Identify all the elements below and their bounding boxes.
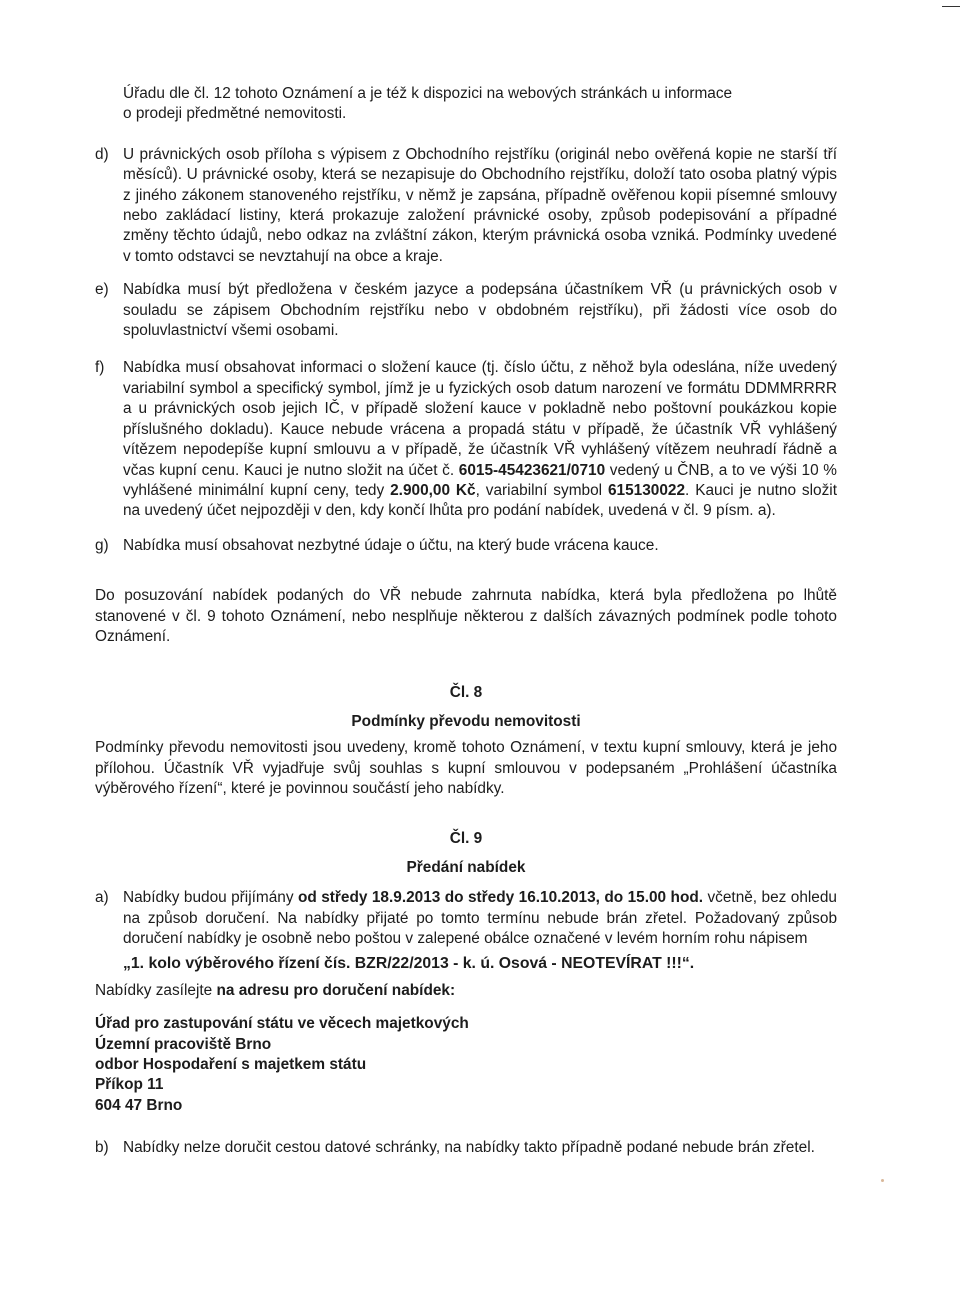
list-item-e	[95, 280, 837, 341]
submission-text-2: včetně, bez ohledu na způsob doručení. Na nabídky přijaté po tomto termínu nebude brán zřetel. Požadovaný způsob doručení nabídky je osobně nebo poštou v zalepené obálce označené v levém horním rohu nápisem	[123, 889, 837, 947]
list-item-d	[95, 145, 837, 267]
list-item-text: Nabídka musí obsahovat nezbytné údaje o účtu, na který bude vrácena kauce.	[123, 536, 659, 554]
kauce-text-2: vedený u ČNB, a to ve výši 10 % vyhlášené minimální kupní ceny, tedy	[123, 461, 837, 499]
document-page	[95, 84, 837, 1159]
article-8-text: Podmínky převodu nemovitosti jsou uvedeny, kromě tohoto Oznámení, v textu kupní smlouvy, která je jeho přílohou. Účastník VŘ vyjadřuje svůj souhlas s kupní smlouvou v podepsaném „Prohlášení účastníka výběrového řízení“, které je povinnou součástí jeho nabídky.	[95, 739, 837, 797]
send-to-prefix: Nabídky zasílejte	[95, 981, 217, 999]
variable-symbol: 615130022	[607, 481, 686, 499]
list-item-text	[123, 359, 837, 519]
address-line: Územní pracoviště Brno	[95, 1035, 272, 1053]
list-item-text: Nabídky nelze doručit cestou datové schránky, na nabídky takto případně podané nebude brán zřetel.	[123, 1139, 815, 1157]
article-8-number: Čl. 8	[449, 684, 483, 702]
send-to-bold: na adresu pro doručení nabídek:	[216, 981, 456, 999]
article-9-item-a	[95, 888, 837, 975]
continuation-line-1: Úřadu dle čl. 12 tohoto Oznámení a je též k dispozici na webových stránkách u informace	[123, 85, 733, 102]
article-9-title: Předání nabídek	[406, 858, 526, 876]
list-marker: d)	[95, 145, 109, 163]
list-item-text	[123, 889, 837, 947]
submission-period: od středy 18.9.2013 do středy 16.10.2013, do 15.00 hod.	[298, 889, 704, 907]
delivery-address	[95, 1014, 837, 1116]
list-marker: g)	[95, 536, 109, 554]
list-item-text: Nabídka musí být předložena v českém jazyce a podepsána účastníkem VŘ (u právnických osob v souladu se zápisem Obchodním rejstříku nebo v obdobném rejstříku), při žádosti více osob do spoluvlastnictví všemi osobami.	[123, 281, 837, 340]
account-number: 6015-45423621/0710	[458, 461, 606, 479]
article-9-number: Čl. 9	[449, 830, 483, 848]
list-marker: a)	[95, 889, 109, 907]
list-marker: f)	[95, 359, 105, 377]
list-item-g	[95, 536, 837, 556]
scan-speck	[881, 1179, 884, 1182]
list-marker: e)	[95, 281, 109, 299]
address-line: odbor Hospodaření s majetkem státu	[95, 1056, 367, 1074]
continuation-line-2: o prodeji předmětné nemovitosti.	[123, 105, 347, 123]
article-8-title: Podmínky převodu nemovitosti	[351, 712, 581, 730]
article-9-item-b	[95, 1138, 837, 1158]
continuation-paragraph	[95, 84, 837, 125]
list-item-f	[95, 358, 837, 521]
address-line: Úřad pro zastupování státu ve věcech majetkových	[95, 1015, 469, 1033]
exclusion-paragraph: Do posuzování nabídek podaných do VŘ nebude zahrnuta nabídka, která byla předložena po lhůtě stanovené v čl. 9 tohoto Oznámení, nebo nesplňuje některou z dalších závazných podmínek podle tohoto Oznámení.	[95, 587, 837, 645]
kauce-text-4: . Kauci je nutno složit na uvedený účet nejpozději v den, kdy končí lhůta pro podání nabídek, uvedená v čl. 9 písm. a).	[123, 481, 837, 520]
address-line: Příkop 11	[95, 1076, 164, 1094]
address-line: 604 47 Brno	[95, 1096, 183, 1114]
list-marker: b)	[95, 1139, 109, 1157]
envelope-label: „1. kolo výběrového řízení čís. BZR/22/2013 - k. ú. Osová - NEOTEVÍRAT !!!“.	[123, 955, 695, 973]
scan-edge-mark	[942, 6, 960, 7]
list-item-text: U právnických osob příloha s výpisem z Obchodního rejstříku (originál nebo ověřená kopie ne starší tří měsíců). U právnické osoby, která se nezapisuje do Obchodního rejstříku, doloží tato osoba platný výpis z jiného zákonem stanoveného rejstříku, v němž je zapsána, případně ověřenou kopii písemné smlouvy nebo zakládací listiny, která prokazuje založení právnické osoby, způsob podepisování a případné změny těchto údajů, nebo odkaz na zvláštní zákon, kterým právnická osoba vzniká. Podmínky uvedené v tomto odstavci se nevztahují na obce a kraje.	[123, 145, 837, 265]
submission-text-1: Nabídky budou přijímány	[123, 889, 298, 907]
kauce-text-1: Nabídka musí obsahovat informaci o složení kauce (tj. číslo účtu, z něhož byla odeslána, níže uvedený variabilní symbol a specifický symbol, jímž je u fyzických osob datum narození ve formátu DDMMRRRR a u právnických osob jejich IČ, v případě složení kauce v pokladně nebo poštovní poukázkou kopie příslušného dokladu). Kauce nebude vrácena a propadá státu v případě, že účastník VŘ vyhlášený vítězem nepodepíše kupní smlouvu a v případě, že účastník VŘ vyhlášený vítězem neuhradí řádně a včas kupní cenu. Kauci je nutno složit na účet č.	[123, 359, 837, 479]
deposit-amount: 2.900,00 Kč	[390, 481, 476, 499]
send-to-line	[95, 981, 837, 1001]
kauce-text-3: , variabilní symbol	[475, 481, 608, 499]
